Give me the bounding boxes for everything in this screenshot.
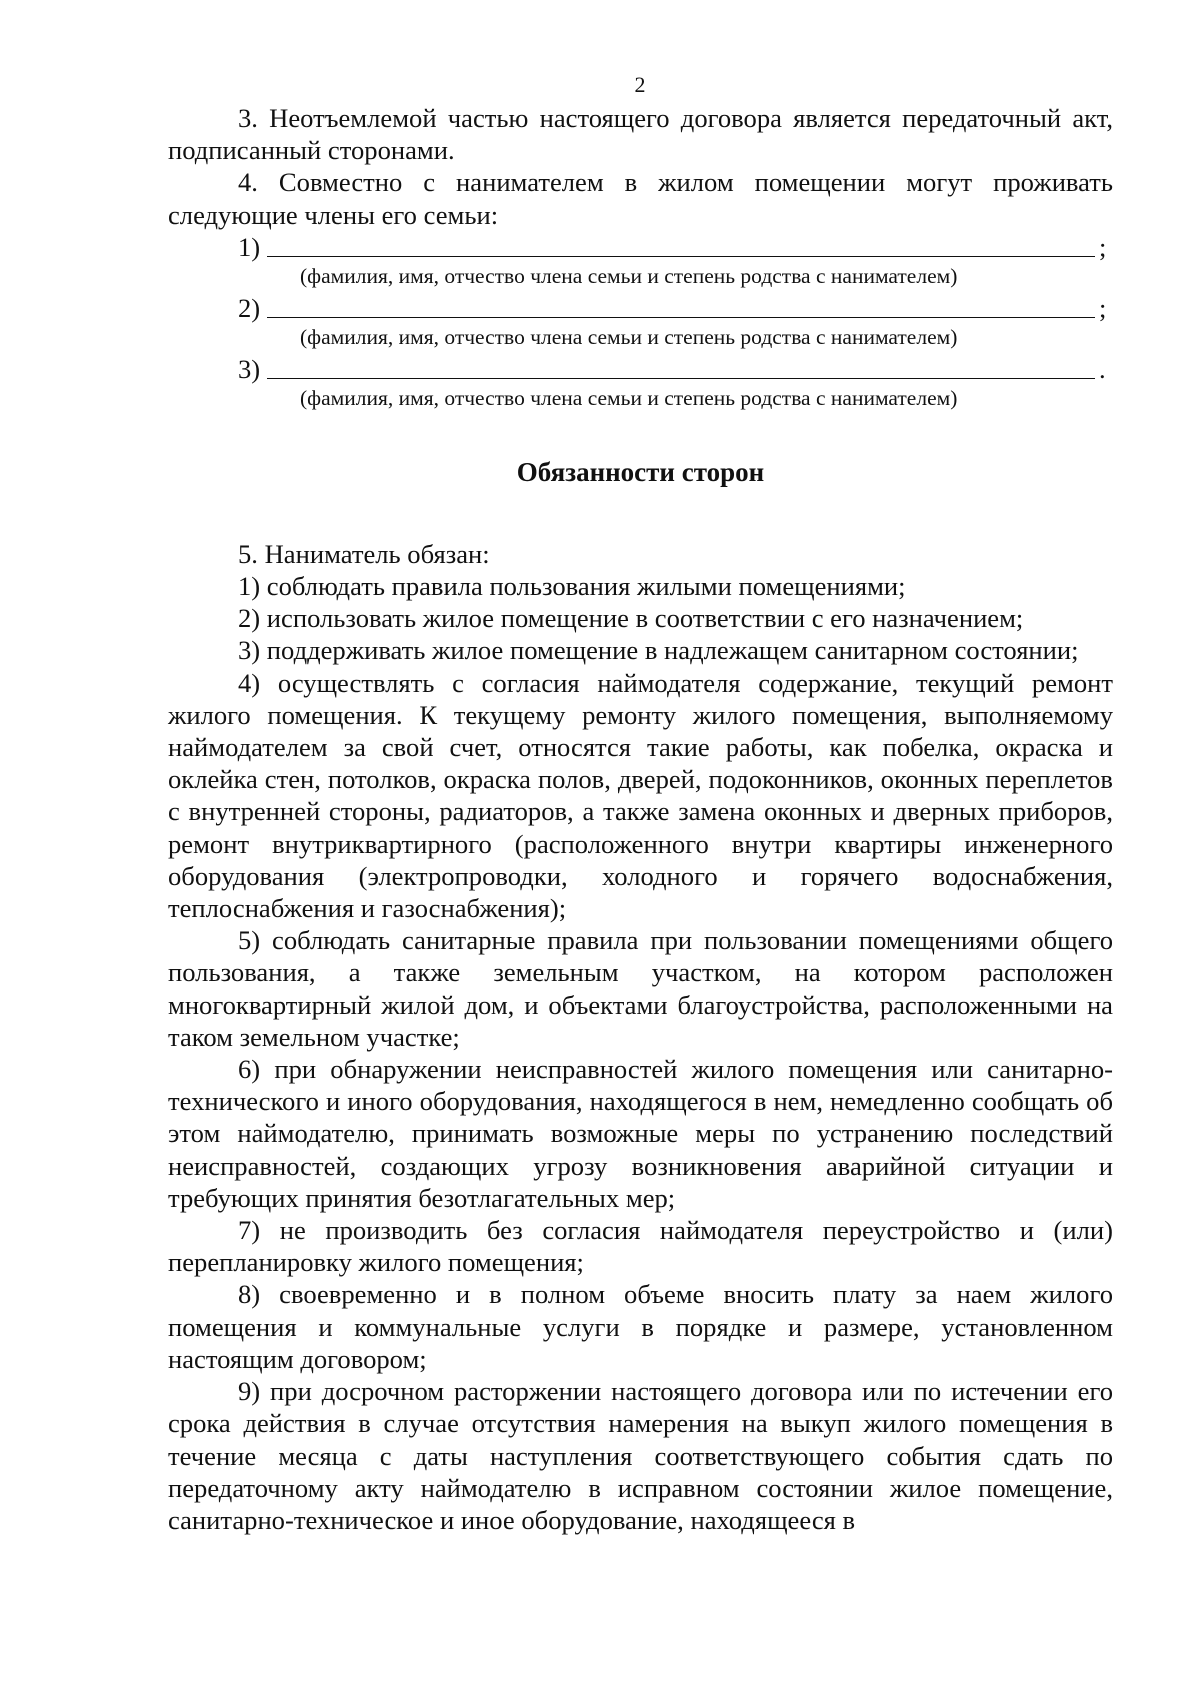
obligation-item: 7) не производить без согласия наймодателя переустройство и (или) перепланировку жилого помещения; <box>168 1215 1113 1278</box>
section-title: Обязанности сторон <box>516 456 765 487</box>
fill-in-line <box>267 317 1095 318</box>
family-member-number: 1) <box>238 231 261 262</box>
obligation-item: 1) соблюдать правила пользования жилыми помещениями; <box>238 571 906 602</box>
family-members-list <box>168 231 1113 412</box>
family-member-number: 2) <box>238 292 261 323</box>
obligation-item: 9) при досрочном расторжении настоящего договора или по истечении его срока действия в случае отсутствия намерения на выкуп жилого помещения в течение месяца с даты наступления соответствующего события сдать по передаточному акту наймодателю в исправном состоянии жилое помещение, санитарно-техническое и иное оборудование, находящееся в <box>168 1376 1113 1535</box>
line-end-punctuation: ; <box>1099 231 1107 262</box>
line-end-punctuation: ; <box>1099 292 1107 323</box>
obligation-item: 8) своевременно и в полном объеме вносить плату за наем жилого помещения и коммунальные услуги в порядке и размере, установленном настоящим договором; <box>168 1279 1113 1374</box>
document-body <box>168 102 1113 1536</box>
family-member-caption: (фамилия, имя, отчество члена семьи и степень родства с нанимателем) <box>300 263 958 288</box>
family-member-blank-3[interactable] <box>168 353 1113 385</box>
obligation-item: 4) осуществлять с согласия наймодателя содержание, текущий ремонт жилого помещения. К текущему ремонту жилого помещения, выполняемому наймодателем за свой счет, относятся такие работы, как побелка, окраска и оклейка стен, потолков, окраска полов, дверей, подоконников, оконных переплетов с внутренней стороны, радиаторов, а также замена оконных и дверных приборов, ремонт внутриквартирного (расположенного внутри квартиры инженерного оборудования (электропроводки, холодного и горячего водоснабжения, теплоснабжения и газоснабжения); <box>168 667 1113 924</box>
obligation-item: 3) поддерживать жилое помещение в надлежащем санитарном состоянии; <box>238 635 1079 666</box>
obligation-item: 2) использовать жилое помещение в соответствии с его назначением; <box>238 603 1024 634</box>
line-end-punctuation: . <box>1099 353 1106 384</box>
family-member-blank-2[interactable] <box>168 292 1113 324</box>
obligations-intro: 5. Наниматель обязан: <box>238 538 490 569</box>
obligation-item: 6) при обнаружении неисправностей жилого помещения или санитарно-технического и иного оборудования, находящегося в нем, немедленно сообщать об этом наймодателю, принимать возможные меры по устранению последствий неисправностей, создающих угрозу возникновения аварийной ситуации и требующих принятия безотлагательных мер; <box>168 1054 1113 1213</box>
section-spacer <box>168 488 1113 538</box>
obligation-item: 5) соблюдать санитарные правила при пользовании помещениями общего пользования, а также земельным участком, на котором расположен многоквартирный жилой дом, и объектами благоустройства, расположенными на таком земельном участке; <box>168 925 1113 1052</box>
family-member-caption: (фамилия, имя, отчество члена семьи и степень родства с нанимателем) <box>300 324 958 349</box>
fill-in-line <box>267 378 1095 379</box>
paragraph-3: 3. Неотъемлемой частью настоящего договора является передаточный акт, подписанный сторонами. <box>168 103 1113 166</box>
page-number: 2 <box>634 72 646 97</box>
family-member-blank-1[interactable] <box>168 231 1113 263</box>
family-member-caption: (фамилия, имя, отчество члена семьи и степень родства с нанимателем) <box>300 385 958 410</box>
obligations-list <box>168 538 1113 1536</box>
family-member-number: 3) <box>238 353 261 384</box>
fill-in-line <box>267 256 1095 257</box>
paragraph-4: 4. Совместно с нанимателем в жилом помещении могут проживать следующие члены его семьи: <box>168 167 1113 230</box>
